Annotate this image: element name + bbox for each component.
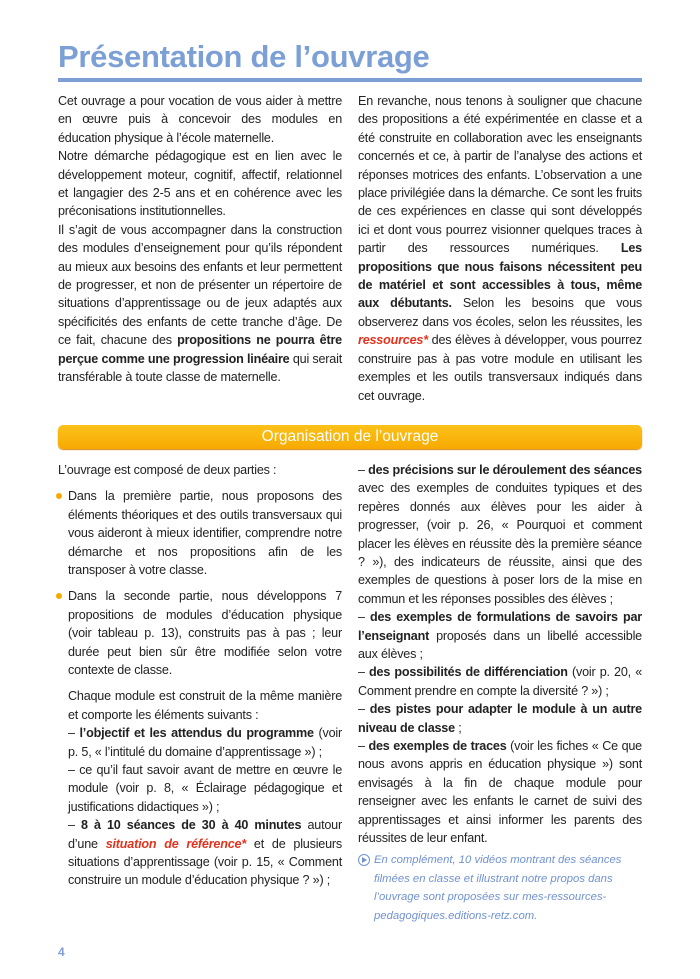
text-run: Notre démarche pédagogique est en lien avec le développement moteur, cognitif, affectif, relationnel et langagier des 2-5 ans et en cohérence avec les préconisations institutionnelles. [58, 149, 342, 219]
paragraph [58, 221, 342, 387]
text-run: – [358, 702, 370, 717]
paragraph [358, 461, 642, 608]
section-banner: Organisation de l’ouvrage [58, 425, 642, 449]
text-run: des élèves à développer, vous pourrez construire pas à pas votre module en utilisant les exemples et les outils transversaux indiqués dans cet ouvrage. [358, 333, 642, 403]
intro-columns [58, 92, 642, 405]
paragraph [58, 761, 342, 816]
paragraph [358, 663, 642, 700]
text-run: – [358, 739, 369, 753]
bold-text: des pistes pour adapter le module à un autre niveau de classe [358, 702, 642, 735]
video-note-text: En complément, 10 vidéos montrant des séances filmées en classe et illustrant notre propos dans l’ouvrage sont proposées sur mes-ressources-pedagogiques.editions-retz.com. [374, 854, 622, 922]
bold-text: des possibilités de différenciation [369, 665, 568, 680]
organisation-left-column [58, 461, 342, 890]
organisation-columns [58, 461, 642, 925]
bold-text: des exemples de formulations de savoirs par l’enseignant [358, 610, 642, 643]
intro-left-column [58, 92, 342, 387]
text-run: Il s’agit de vous accompagner dans la construction des modules d’enseignement pour qu’ils répondent au mieux aux besoins des enfants et leur permettent de progresser, et non de présenter un répertoire de situations d’apprentissage ou de jeux adaptés aux spécificités des enfants de cette tranche d’âge. De ce fait, chacune des [58, 222, 342, 348]
title-underline [58, 78, 642, 82]
text-run: Dans la seconde partie, nous développons 7 propositions de modules d’éducation physique (voir tableau p. 13), construits pas à pas ; leur durée peut bien sûr être modifiée selon votre contexte de classe. [68, 589, 342, 677]
text-run: – [358, 462, 369, 477]
page-title: Présentation de l’ouvrage [58, 39, 430, 74]
text-run: – ce qu’il faut savoir avant de mettre en œuvre le module (voir p. 8, « Éclairage pédagogique et justifications didactiques ») ; [68, 763, 342, 814]
bold-text: Les propositions que nous faisons nécessitent peu de matériel et sont accessibles à tous, même aux débutants. [358, 241, 642, 311]
bullet-paragraph [58, 587, 342, 679]
paragraph [358, 737, 642, 847]
text-run: Dans la première partie, nous proposons des éléments théoriques et des outils transversaux qui vous aideront à mieux identifier, comprendre notre démarche et nos propositions afin de les transposer à votre classe. [68, 489, 342, 577]
text-run: avec des exemples de conduites typiques et des repères donnés aux élèves pour les aider à progresser, (voir p. 26, « Pourquoi et comment placer les élèves en réussite dès la première séance ? »), des indicateurs de réussite, ainsi que des exemples de questions à poser lors de la mise en commun et les réponses possibles des élèves ; [358, 481, 642, 606]
play-icon [358, 854, 370, 866]
glossary-term: ressources* [358, 333, 428, 348]
paragraph [358, 608, 642, 663]
text-run: (voir p. 5, « l’intitulé du domaine d’apprentissage ») ; [68, 726, 342, 759]
text-run: autour d’une [68, 818, 342, 851]
text-run: Chaque module est construit de la même manière et comporte les éléments suivants : [68, 689, 342, 722]
bold-text: des exemples de traces [368, 739, 507, 753]
text-run: – [358, 665, 370, 680]
organisation-right-column [358, 461, 642, 848]
paragraph [58, 147, 342, 221]
text-run: – [358, 610, 370, 625]
text-run: Cet ouvrage a pour vocation de vous aider à mettre en œuvre puis à concevoir des modules en éducation physique à l’école maternelle. [58, 94, 342, 145]
bold-text: des précisions sur le déroulement des séances [368, 462, 642, 477]
text-run: (voir p. 20, « Comment prendre en compte la diversité ? ») ; [358, 665, 642, 698]
text-run: L’ouvrage est composé de deux parties : [58, 462, 277, 477]
video-note [358, 851, 642, 925]
glossary-term: situation de référence* [105, 836, 247, 851]
bold-text: 8 à 10 séances de 30 à 40 minutes [81, 818, 302, 833]
page-number: 4 [58, 945, 65, 960]
paragraph [358, 92, 642, 405]
bold-text: propositions ne pourra être perçue comme une progression linéaire [58, 333, 342, 366]
text-run: proposés dans un libellé accessible aux élèves ; [358, 628, 642, 661]
bullet-paragraph [58, 487, 342, 579]
paragraph [58, 816, 342, 890]
text-run: En revanche, nous tenons à souligner que chacune des propositions a été expérimentée en classe et a été construite en collaboration avec les enseignants concernés et ce, à partir de l’analyse des actions et réponses motrices des enfants. L’observation a une place privilégiée dans la démarche. Ce sont les fruits de ces expériences en classe qui sont développés ici et dont vous pourrez visionner quelques traces à partir des ressources numériques. [358, 94, 642, 256]
paragraph [58, 687, 342, 724]
bold-text: l’objectif et les attendus du programme [79, 726, 314, 741]
paragraph [58, 92, 342, 147]
text-run: – [68, 818, 81, 833]
text-run: Selon les besoins que vous observerez dans vos écoles, selon les réussites, les [358, 296, 642, 329]
paragraph [58, 461, 342, 479]
text-run: ; [454, 720, 462, 735]
text-run: (voir les fiches « Ce que nous avons appris en éducation physique ») sont envisagés à la fin de chaque module pour renseigner avec les enfants le carnet de suivi des apprentissages et ainsi informer les parents des réussites de leur enfant. [358, 739, 642, 846]
organisation-right-wrapper [358, 461, 642, 925]
text-run: et de plusieurs situations d’apprentissage (voir p. 15, « Comment construire un module d’éducation physique ? ») ; [68, 836, 342, 888]
paragraph [358, 700, 642, 737]
paragraph [58, 724, 342, 761]
intro-right-column [358, 92, 642, 405]
text-run: qui serait transférable à toute classe de maternelle. [58, 351, 342, 385]
text-run: – [68, 726, 80, 741]
